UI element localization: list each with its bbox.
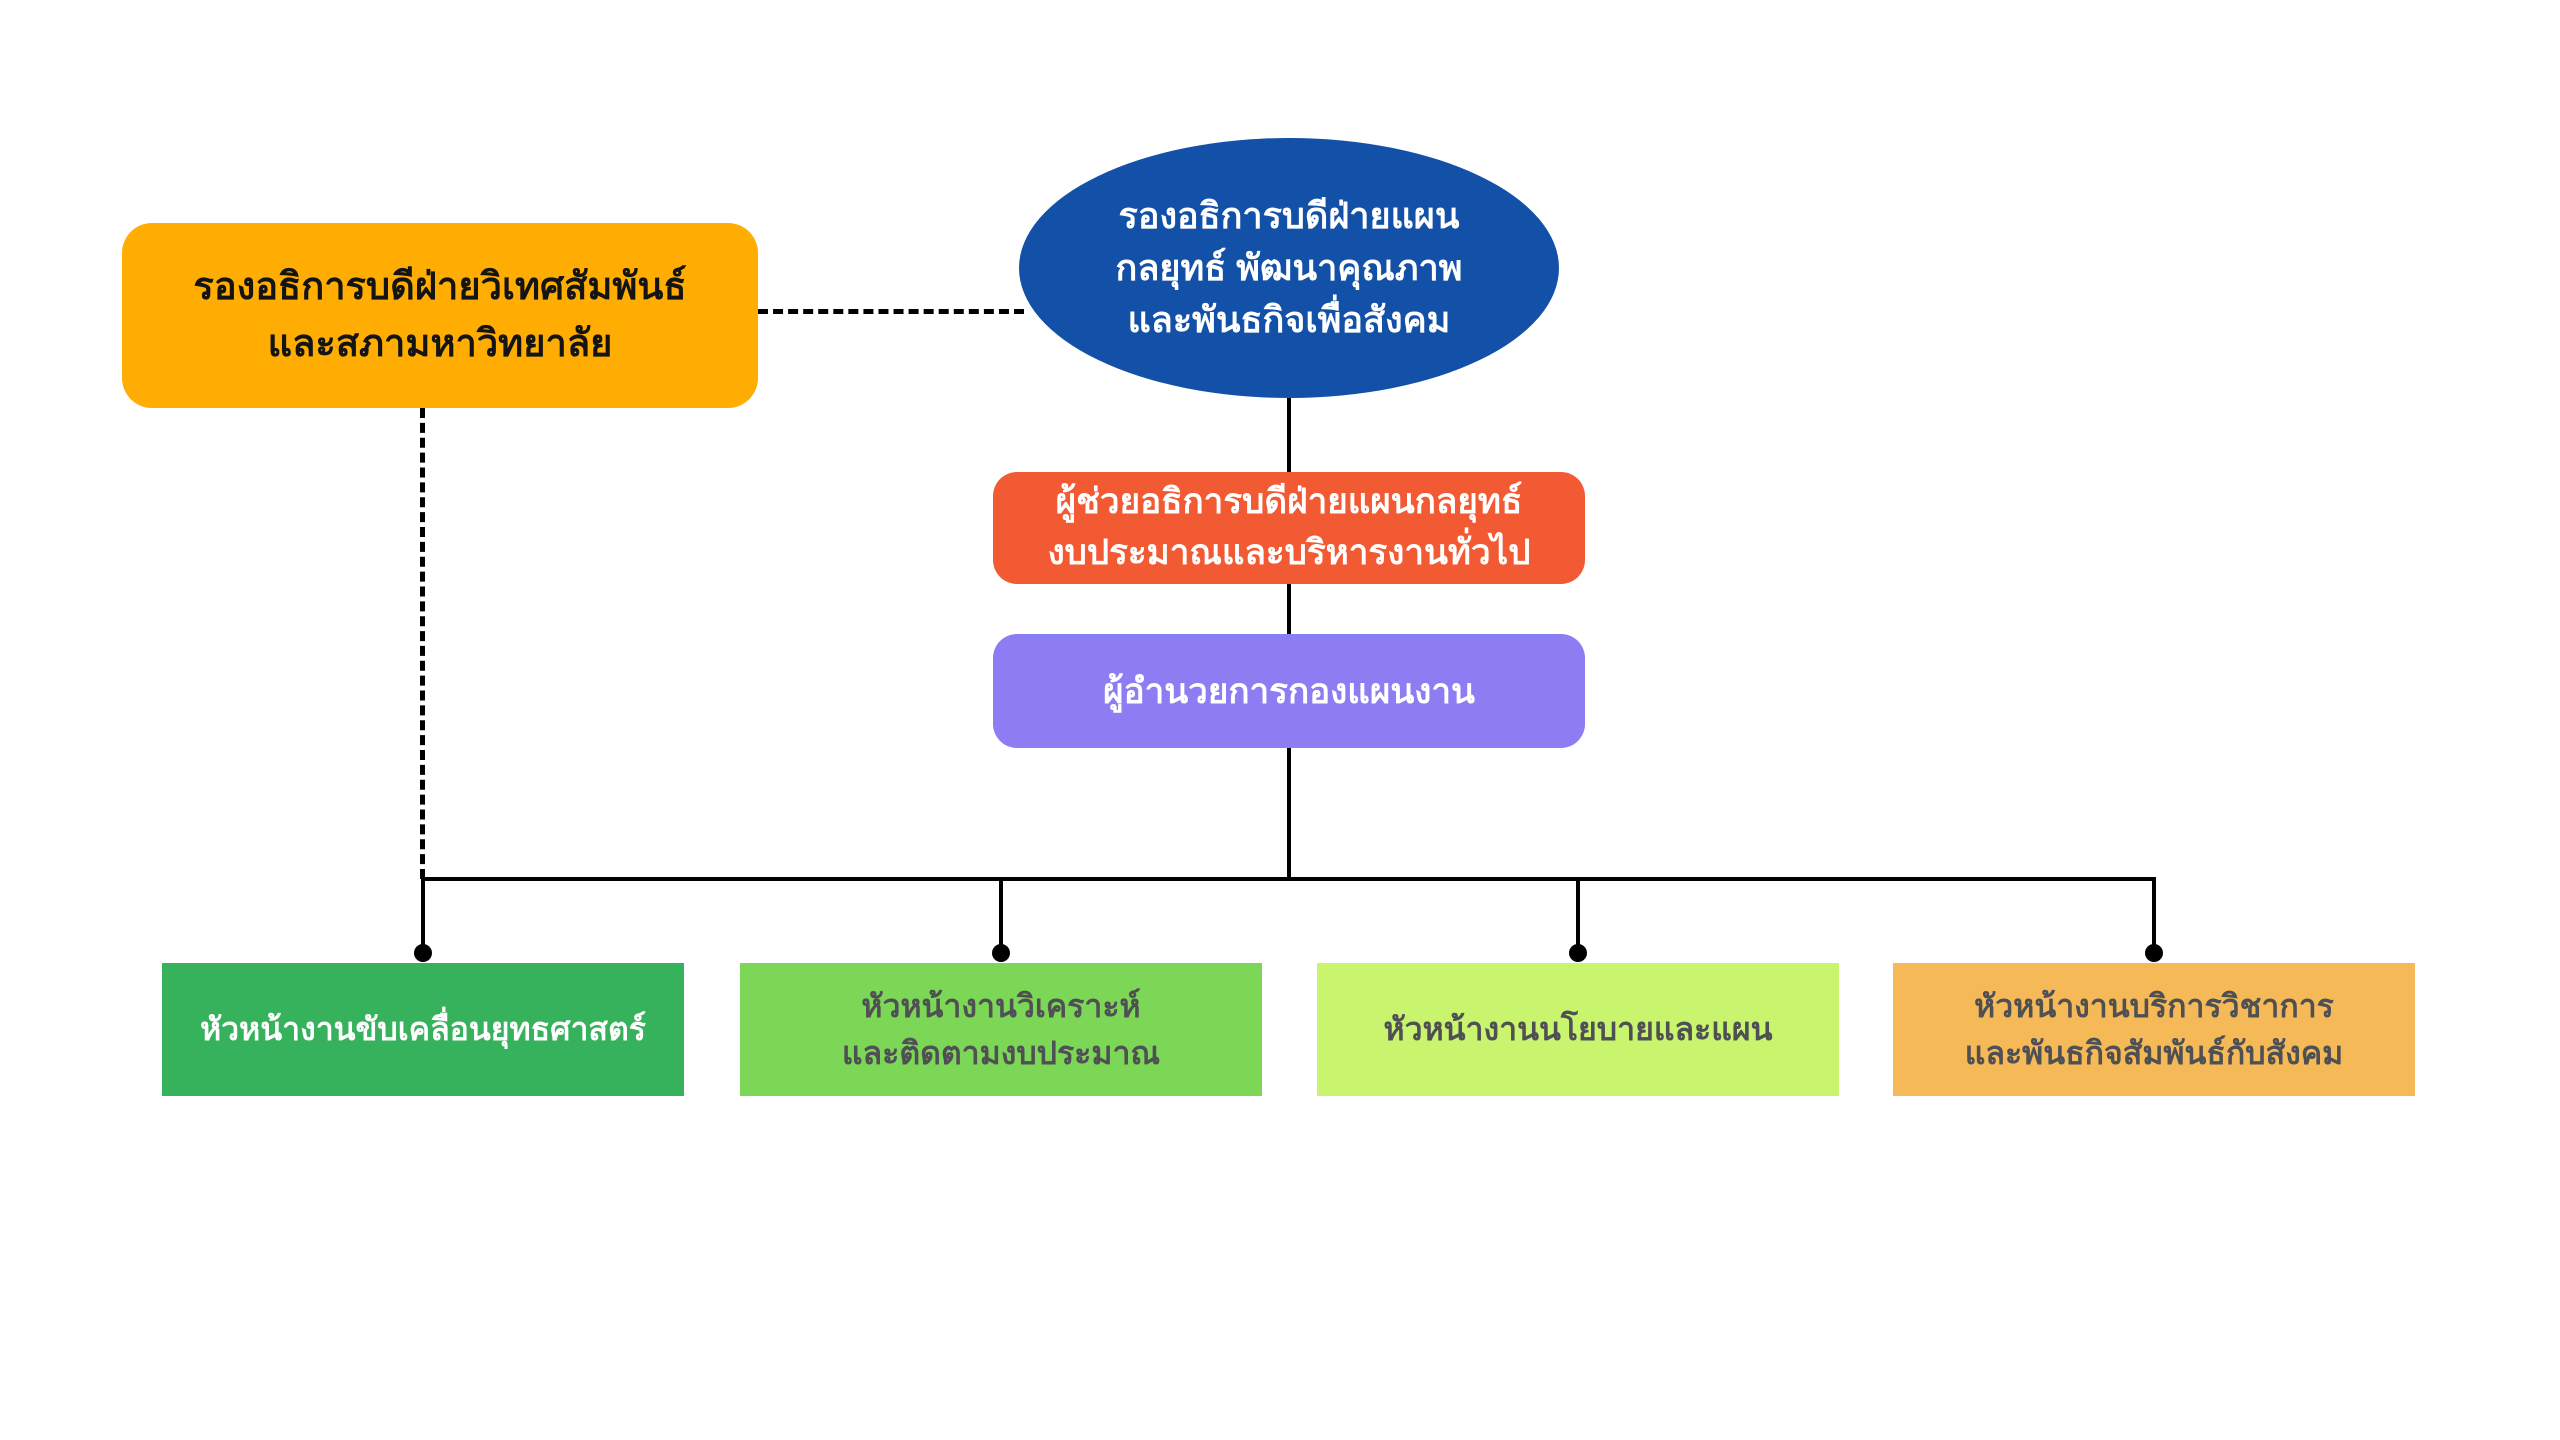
node-director-planning-division [993,634,1585,748]
node-head-academic-service [1893,963,2415,1096]
node-head-budget-analysis [740,963,1262,1096]
node-label [993,477,1585,579]
node-label-line: กลยุทธ์ พัฒนาคุณภาพ [1115,246,1463,288]
connector-drop-head-strategy [421,881,425,949]
node-label-line: และติดตามงบประมาณ [841,1034,1161,1071]
connector-director-to-bar [1287,746,1291,879]
connector-main-horizontal-bar [421,877,2156,881]
node-head-policy-and-plan [1317,963,1839,1096]
node-label [1893,983,2415,1076]
connector-drop-head-policy [1576,881,1580,949]
connector-endpoint-dot [2145,944,2163,962]
connector-deputy-international-to-deputy-strategy [758,309,1024,314]
connector-endpoint-dot [1569,944,1587,962]
connector-endpoint-dot [414,944,432,962]
node-label-line: รองอธิการบดีฝ่ายแผน [1118,194,1460,236]
node-head-strategy-driving [162,963,684,1096]
node-label-line: หัวหน้างานวิเคราะห์ [861,988,1141,1025]
node-label [122,259,758,373]
connector-deputy-strategy-to-assistant [1287,396,1291,474]
node-label [1019,190,1559,347]
node-label-line: และสภามหาวิทยาลัย [267,322,613,365]
connector-drop-head-budget [999,881,1003,949]
connector-drop-head-academic [2152,881,2156,949]
node-deputy-president-strategy [1019,138,1559,398]
node-label [740,983,1262,1076]
node-deputy-president-international [122,223,758,408]
node-label [1317,1006,1839,1052]
node-label-line: ผู้อำนวยการกองแผนงาน [1103,671,1475,711]
node-assistant-president-strategy [993,472,1585,584]
node-label-line: และพันธกิจสัมพันธ์กับสังคม [1964,1034,2344,1071]
connector-endpoint-dot [992,944,1010,962]
node-label-line: งบประมาณและบริหารงานทั่วไป [1047,533,1531,572]
connector-assistant-to-director [1287,582,1291,636]
node-label-line: หัวหน้างานขับเคลื่อนยุทธศาสตร์ [200,1011,646,1048]
node-label-line: และพันธกิจเพื่อสังคม [1127,299,1451,341]
node-label [162,1006,684,1052]
node-label-line: รองอธิการบดีฝ่ายวิเทศสัมพันธ์ [193,265,687,308]
node-label-line: ผู้ช่วยอธิการบดีฝ่ายแผนกลยุทธ์ [1055,482,1523,522]
node-label-line: หัวหน้างานบริการวิชาการ [1974,988,2334,1025]
node-label [993,667,1585,716]
node-label-line: หัวหน้างานนโยบายและแผน [1383,1011,1773,1048]
connector-deputy-international-to-bar [420,408,425,879]
